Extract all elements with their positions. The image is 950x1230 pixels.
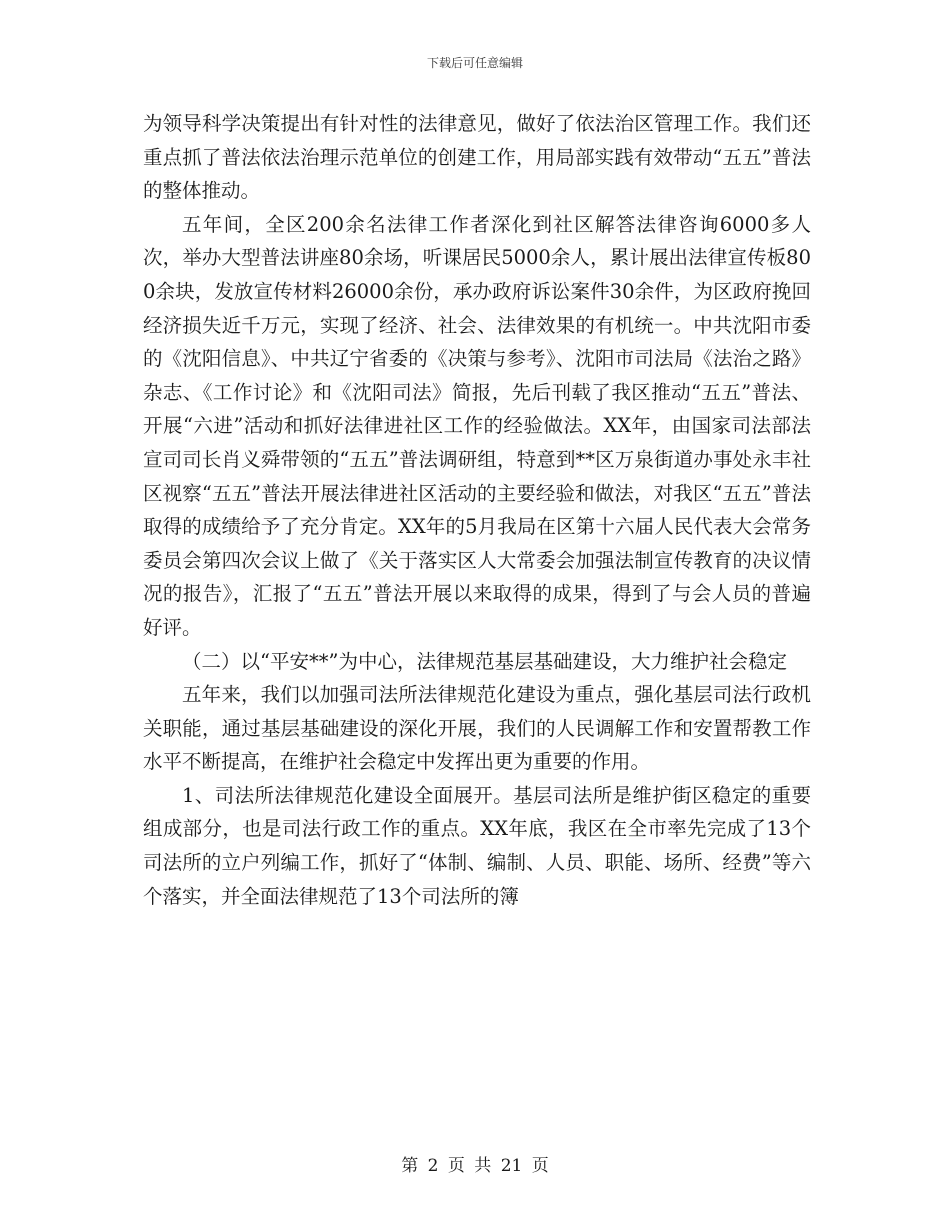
page-number: 第 2 页 共 21 页 [401,1156,549,1176]
document-body [143,107,811,913]
page-header-note: 下载后可任意编辑 [426,56,523,70]
paragraph-five-years-since: 五年来，我们以加强司法所法律规范化建设为重点，强化基层司法行政机关职能，通过基层基础建设的深化开展，我们的人民调解工作和安置帮教工作水平不断提高，在维护社会稳定中发挥出更为重要的作用。 [143,683,811,774]
paragraph-continuation: 为领导科学决策提出有针对性的法律意见，做好了依法治区管理工作。我们还重点抓了普法依法治理示范单位的创建工作，用局部实践有效带动“五五”普法的整体推动。 [143,112,811,203]
paragraph-five-years: 五年间，全区200余名法律工作者深化到社区解答法律咨询6000多人次，举办大型普法讲座80余场，听课居民5000余人，累计展出法律宣传板800余块，发放宣传材料26000余份，承办政府诉讼案件30余件，为区政府挽回经济损失近千万元，实现了经济、社会、法律效果的有机统一。中共沈阳市委的《沈阳信息》、中共辽宁省委的《决策与参考》、沈阳市司法局《法治之路》杂志、《工作讨论》和《沈阳司法》简报，先后刊载了我区推动“五五”普法、开展“六进”活动和抓好法律进社区工作的经验做法。XX年，由国家司法部法宣司司长肖义舜带领的“五五”普法调研组，特意到**区万泉街道办事处永丰社区视察“五五”普法开展法律进社区活动的主要经验和做法，对我区“五五”普法取得的成绩给予了充分肯定。XX年的5月我局在区第十六届人民代表大会常务委员会第四次会议上做了《关于落实区人大常委会加强法制宣传教育的决议情况的报告》，汇报了“五五”普法开展以来取得的成果，得到了与会人员的普遍好评。 [143,212,811,639]
paragraph-judicial-office: 1、司法所法律规范化建设全面展开。基层司法所是维护街区稳定的重要组成部分，也是司法行政工作的重点。XX年底，我区在全市率先完成了13个司法所的立户列编工作，抓好了“体制、编制、人员、职能、场所、经费”等六个落实，并全面法律规范了13个司法所的簿 [143,783,811,908]
section-heading: （二）以“平安**”为中心，法律规范基层基础建设，大力维护社会稳定 [182,649,787,673]
